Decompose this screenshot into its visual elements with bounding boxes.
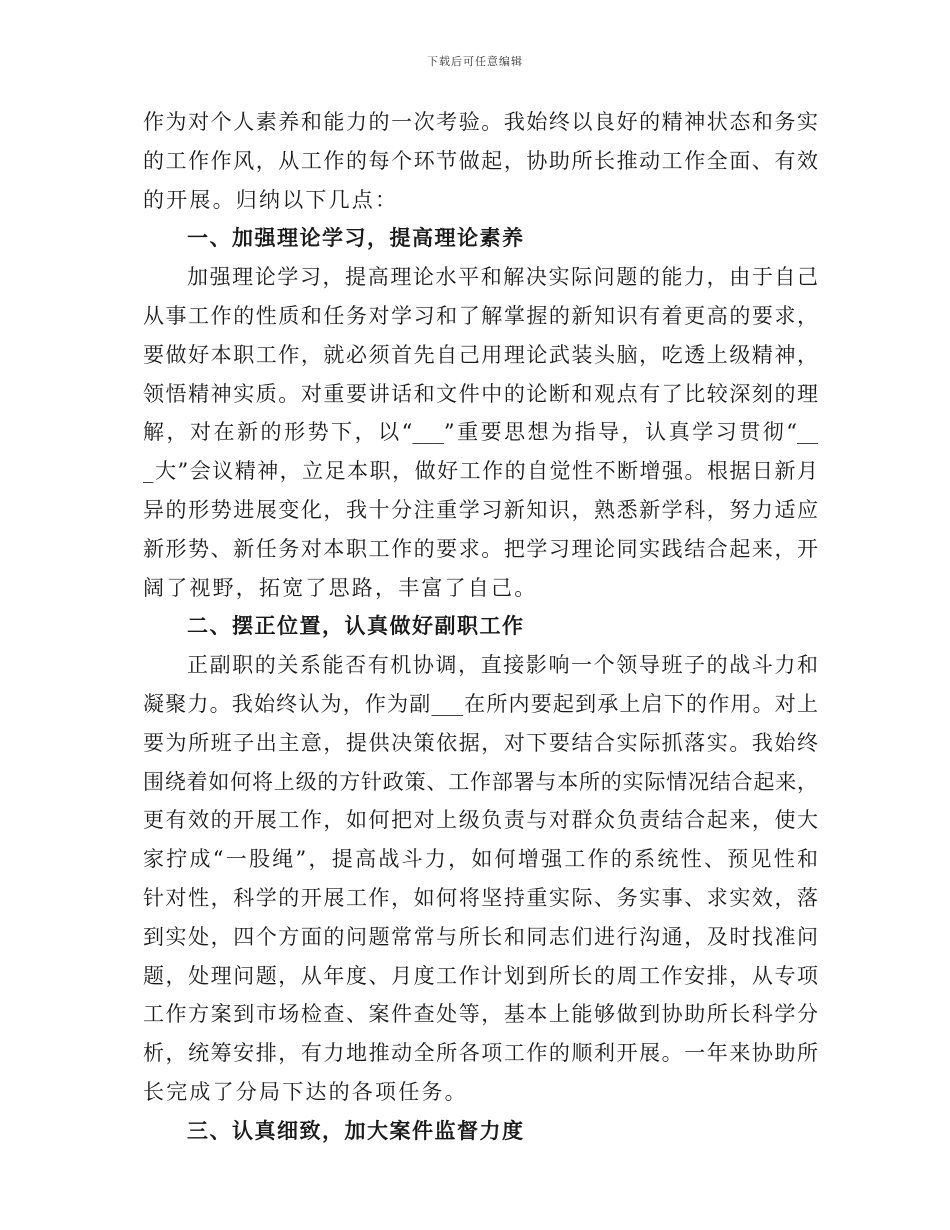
page-header: 下载后可任意编辑 <box>427 55 523 68</box>
section-heading-2: 二、摆正位置，认真做好副职工作 <box>187 613 525 639</box>
section-heading-1: 一、加强理论学习，提高理论素养 <box>187 225 525 251</box>
paragraph-line: 家拧成“一股绳”，提高战斗力，如何增强工作的系统性、预见性和 <box>143 847 818 872</box>
paragraph-line: 针对性，科学的开展工作，如何将坚持重实际、务实事、求实效，落 <box>143 885 818 910</box>
paragraph-line: 作为对个人素养和能力的一次考验。我始终以良好的精神状态和务实 <box>143 110 818 134</box>
paragraph-line: 要为所班子出主意，提供决策依据，对下要结合实际抓落实。我始终 <box>143 730 818 755</box>
paragraph-line: 到实处，四个方面的问题常常与所长和同志们进行沟通，及时找准问 <box>143 924 818 949</box>
paragraph-line: 要做好本职工作，就必须首先自己用理论武装头脑，吃透上级精神， <box>143 342 818 367</box>
paragraph-line: 领悟精神实质。对重要讲话和文件中的论断和观点有了比较深刻的理 <box>143 381 818 406</box>
document-body <box>143 103 818 1151</box>
paragraph-line: 题，处理问题，从年度、月度工作计划到所长的周工作安排，从专项 <box>143 963 818 988</box>
paragraph-line: 从事工作的性质和任务对学习和了解掌握的新知识有着更高的要求， <box>143 303 818 328</box>
paragraph-line: 析，统筹安排，有力地推动全所各项工作的顺利开展。一年来协助所 <box>143 1041 818 1066</box>
paragraph-line: 的工作作风，从工作的每个环节做起，协助所长推动工作全面、有效 <box>143 148 818 173</box>
paragraph-line: 的开展。归纳以下几点： <box>143 187 399 212</box>
paragraph-line: 新形势、新任务对本职工作的要求。把学习理论同实践结合起来，开 <box>143 536 818 561</box>
paragraph-line: _大”会议精神，立足本职，做好工作的自觉性不断增强。根据日新月 <box>143 459 818 484</box>
paragraph-line: 正副职的关系能否有机协调，直接影响一个领导班子的战斗力和 <box>187 653 818 678</box>
paragraph-line: 工作方案到市场检查、案件查处等，基本上能够做到协助所长科学分 <box>143 1002 818 1027</box>
paragraph-line: 围绕着如何将上级的方针政策、工作部署与本所的实际情况结合起来， <box>143 769 818 794</box>
paragraph-line: 异的形势进展变化，我十分注重学习新知识，熟悉新学科，努力适应 <box>143 497 818 522</box>
paragraph-line: 阔了视野，拓宽了思路，丰富了自己。 <box>143 575 538 600</box>
paragraph-line: 解，对在新的形势下，以“___”重要思想为指导，认真学习贯彻“__ <box>143 420 818 445</box>
paragraph-line: 长完成了分局下达的各项任务。 <box>143 1079 468 1104</box>
section-heading-3: 三、认真细致，加大案件监督力度 <box>187 1117 525 1143</box>
paragraph-line: 凝聚力。我始终认为，作为副___在所内要起到承上启下的作用。对上 <box>143 691 818 716</box>
paragraph-line: 加强理论学习，提高理论水平和解决实际问题的能力，由于自己 <box>187 265 818 290</box>
paragraph-line: 更有效的开展工作，如何把对上级负责与对群众负责结合起来，使大 <box>143 808 818 833</box>
